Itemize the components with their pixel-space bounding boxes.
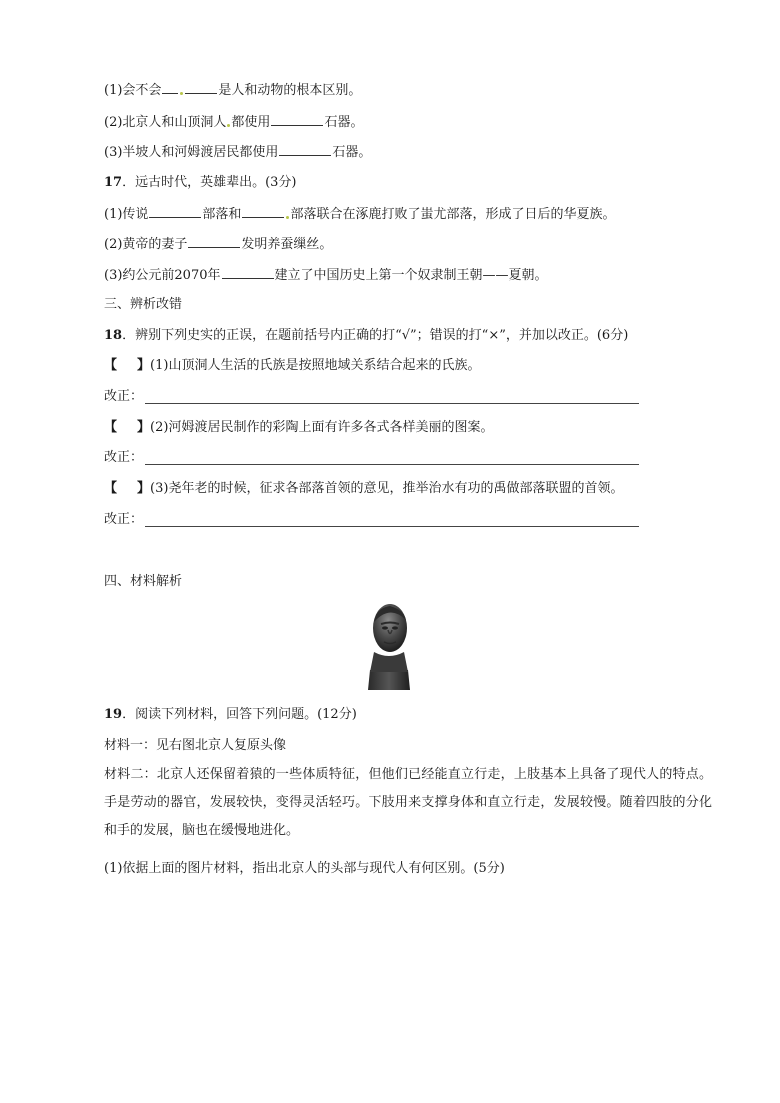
q17-sentence-2: (2)黄帝的妻子 发明养蚕缫丝。 — [104, 234, 332, 254]
q19-title: 19．阅读下列材料，回答下列问题。(12分) — [104, 707, 357, 722]
q19-subquestion-1: (1)依据上面的图片材料，指出北京人的头部与现代人有何区别。(5分) — [104, 861, 505, 876]
q19-material-2: 材料二：北京人还保留着猿的一些体质特征，但他们已经能直立行走，上肢基本上具备了现代人的特点。手是劳动的器官，发展较快，变得灵活轻巧。下肢用来支撑身体和直立行走，发展较慢。随着四肢的分化和手的发展，脑也在缓慢地进化。 — [104, 767, 712, 838]
answer-blank[interactable] — [279, 142, 331, 156]
q18-fix-label-2: 改正： — [104, 450, 144, 465]
q16-sentence-2: (2)北京人和山顶洞人 都使用 石器。 — [104, 112, 363, 132]
marker-dot — [286, 216, 289, 219]
q17-sentence-1: (1)传说 部落和 部落联合在涿鹿打败了蚩尤部落，形成了日后的华夏族。 — [104, 204, 615, 224]
q18-fix-label-3: 改正： — [104, 512, 144, 527]
q18-fix-label-1: 改正： — [104, 389, 144, 404]
q18-title: 18．辨别下列史实的正误，在题前括号内正确的打“√”；错误的打“×”，并加以改正。(6分) — [104, 328, 629, 343]
section-heading-3: 三、辨析改错 — [104, 297, 183, 312]
q18-item-1: 【 】(1)山顶洞人生活的氏族是按照地域关系结合起来的氏族。 — [104, 358, 481, 373]
section-heading-4: 四、材料解析 — [104, 574, 183, 589]
marker-dot — [180, 92, 183, 95]
answer-blank[interactable] — [162, 80, 178, 94]
answer-blank[interactable] — [222, 265, 274, 279]
answer-blank[interactable] — [271, 112, 323, 126]
correction-line[interactable] — [145, 403, 639, 404]
answer-blank[interactable] — [242, 204, 284, 218]
q18-item-2: 【 】(2)河姆渡居民制作的彩陶上面有许多各式各样美丽的图案。 — [104, 420, 494, 435]
q19-material-1: 材料一：见右图北京人复原头像 — [104, 738, 287, 753]
answer-blank[interactable] — [185, 80, 217, 94]
q16-sentence-1: (1)会不会 是人和动物的根本区别。 — [104, 80, 361, 100]
answer-blank[interactable] — [149, 204, 201, 218]
marker-dot — [227, 124, 230, 127]
peking-man-bust-image — [364, 600, 414, 692]
q17-sentence-3: (3)约公元前2070年 建立了中国历史上第一个奴隶制王朝——夏朝。 — [104, 265, 548, 285]
correction-line[interactable] — [145, 464, 639, 465]
correction-line[interactable] — [145, 526, 639, 527]
q16-sentence-3: (3)半坡人和河姆渡居民都使用 石器。 — [104, 142, 371, 162]
answer-blank[interactable] — [188, 234, 240, 248]
q17-title: 17．远古时代，英雄辈出。(3分) — [104, 175, 297, 190]
q18-item-3: 【 】(3)尧年老的时候，征求各部落首领的意见，推举治水有功的禹做部落联盟的首领。 — [104, 481, 624, 496]
